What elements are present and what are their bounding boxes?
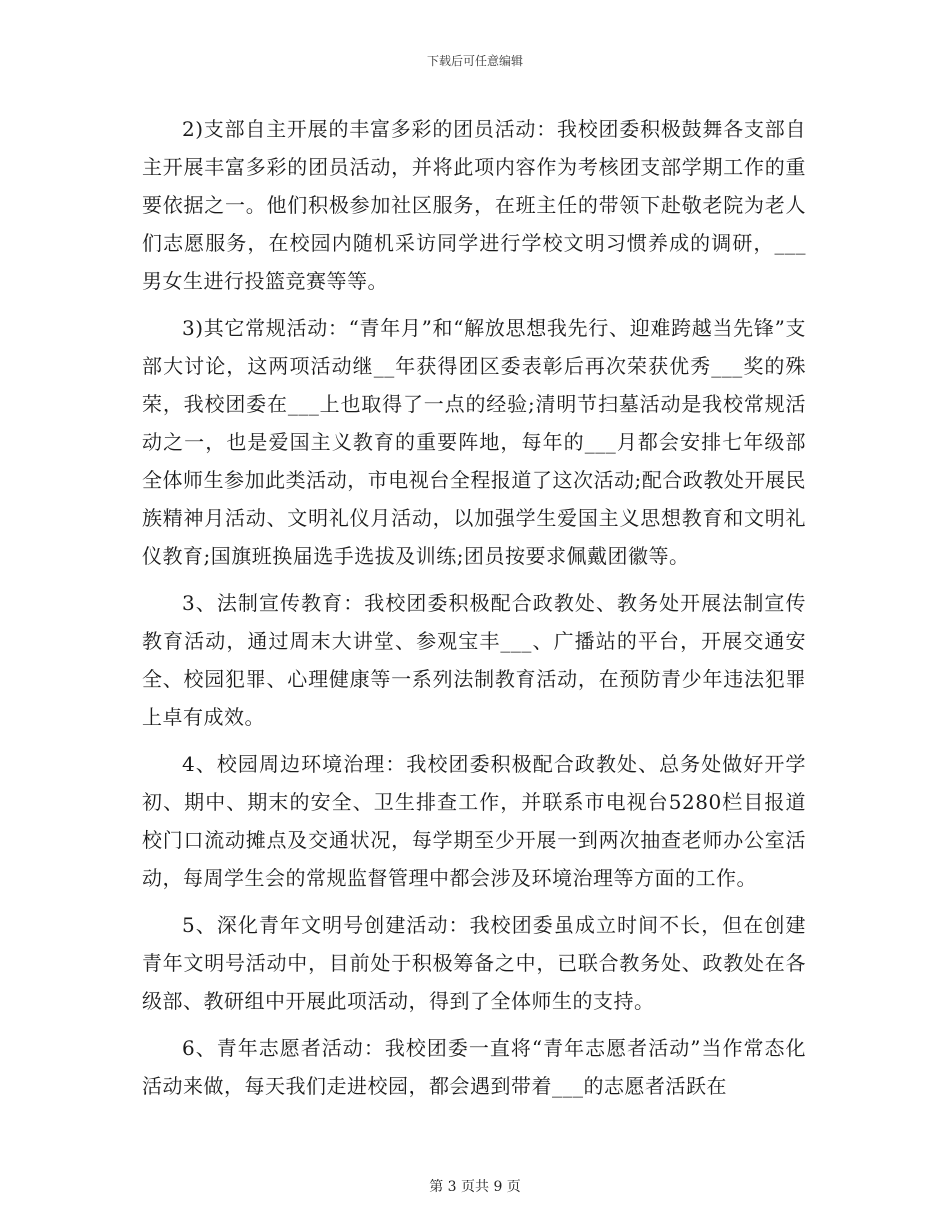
document-body bbox=[142, 110, 806, 1114]
paragraph-volunteer-activities: 6、青年志愿者活动：我校团委一直将“青年志愿者活动”当作常态化活动来做，每天我们走进校园，都会遇到带着___的志愿者活跃在 bbox=[142, 1036, 806, 1098]
page-number: 第 3 页共 9 页 bbox=[429, 1179, 521, 1195]
paragraph-youth-civilization: 5、深化青年文明号创建活动：我校团委虽成立时间不长，但在创建青年文明号活动中，目前处于积极筹备之中，已联合教务处、政教处在各级部、教研组中开展此项活动，得到了全体师生的支持。 bbox=[142, 913, 806, 1013]
page-header: 下载后可任意编辑 bbox=[426, 54, 523, 68]
paragraph-campus-environment: 4、校园周边环境治理：我校团委积极配合政教处、总务处做好开学初、期中、期末的安全、卫生排查工作，并联系市电视台5280栏目报道校门口流动摊点及交通状况，每学期至少开展一到两次抽查老师办公室活动，每周学生会的常规监督管理中都会涉及环境治理等方面的工作。 bbox=[142, 752, 806, 890]
paragraph-regular-activities: 3)其它常规活动：“青年月”和“解放思想我先行、迎难跨越当先锋”支部大讨论，这两项活动继__年获得团区委表彰后再次荣获优秀___奖的殊荣，我校团委在___上也取得了一点的经验;清明节扫墓活动是我校常规活动之一，也是爱国主义教育的重要阵地，每年的___月都会安排七年级部全体师生参加此类活动，市电视台全程报道了这次活动;配合政教处开展民族精神月活动、文明礼仪月活动，以加强学生爱国主义思想教育和文明礼仪教育;国旗班换届选手选拔及训练;团员按要求佩戴团徽等。 bbox=[142, 316, 806, 568]
paragraph-branch-activities: 2)支部自主开展的丰富多彩的团员活动：我校团委积极鼓舞各支部自主开展丰富多彩的团员活动，并将此项内容作为考核团支部学期工作的重要依据之一。他们积极参加社区服务，在班主任的带领下赴敬老院为老人们志愿服务，在校园内随机采访同学进行学校文明习惯养成的调研，___男女生进行投篮竞赛等等。 bbox=[142, 117, 806, 293]
paragraph-legal-education: 3、法制宣传教育：我校团委积极配合政教处、教务处开展法制宣传教育活动，通过周末大讲堂、参观宝丰___、广播站的平台，开展交通安全、校园犯罪、心理健康等一系列法制教育活动，在预防青少年违法犯罪上卓有成效。 bbox=[142, 591, 806, 729]
